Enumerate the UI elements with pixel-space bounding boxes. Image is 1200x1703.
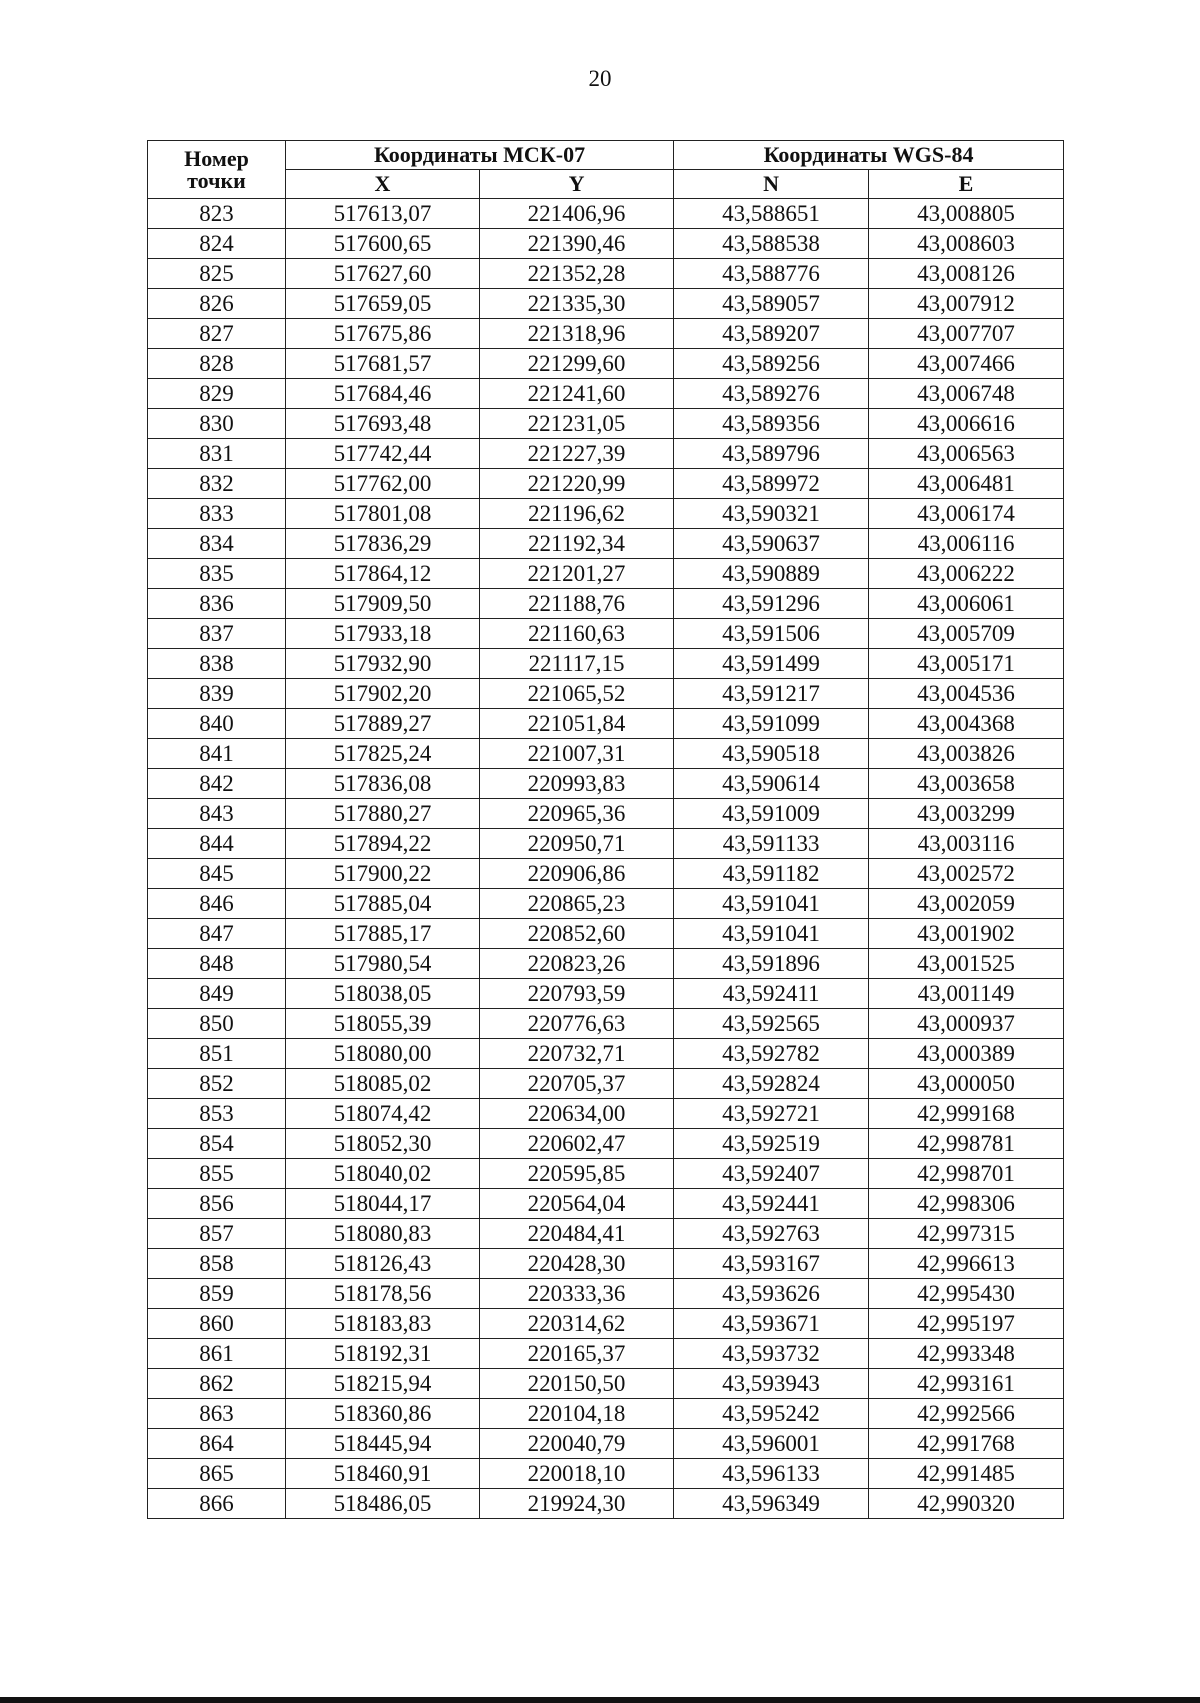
- point-number-cell: 842: [148, 769, 286, 799]
- n-cell: 43,590518: [674, 739, 869, 769]
- table-row: [148, 259, 1064, 289]
- point-number-cell: 858: [148, 1249, 286, 1279]
- n-cell: 43,589972: [674, 469, 869, 499]
- point-number-cell: 847: [148, 919, 286, 949]
- y-cell: 221231,05: [480, 409, 674, 439]
- table-row: [148, 1099, 1064, 1129]
- y-cell: 220104,18: [480, 1399, 674, 1429]
- x-cell: 517864,12: [286, 559, 480, 589]
- n-cell: 43,589057: [674, 289, 869, 319]
- n-cell: 43,592519: [674, 1129, 869, 1159]
- point-number-cell: 865: [148, 1459, 286, 1489]
- y-cell: 220776,63: [480, 1009, 674, 1039]
- point-number-cell: 852: [148, 1069, 286, 1099]
- table-row: [148, 649, 1064, 679]
- point-number-cell: 861: [148, 1339, 286, 1369]
- point-number-cell: 835: [148, 559, 286, 589]
- n-cell: 43,589796: [674, 439, 869, 469]
- e-cell: 42,995430: [869, 1279, 1064, 1309]
- y-cell: 220602,47: [480, 1129, 674, 1159]
- table-row: [148, 949, 1064, 979]
- e-cell: 43,006061: [869, 589, 1064, 619]
- e-cell: 42,998781: [869, 1129, 1064, 1159]
- x-cell: 517889,27: [286, 709, 480, 739]
- y-cell: 220852,60: [480, 919, 674, 949]
- y-cell: 221188,76: [480, 589, 674, 619]
- point-number-cell: 832: [148, 469, 286, 499]
- n-cell: 43,590889: [674, 559, 869, 589]
- y-cell: 221201,27: [480, 559, 674, 589]
- n-cell: 43,593626: [674, 1279, 869, 1309]
- x-cell: 517900,22: [286, 859, 480, 889]
- point-number-cell: 828: [148, 349, 286, 379]
- point-number-header: [148, 141, 286, 199]
- table-row: [148, 319, 1064, 349]
- table-row: [148, 1279, 1064, 1309]
- table-row: [148, 1069, 1064, 1099]
- n-cell: 43,588651: [674, 199, 869, 229]
- e-cell: 42,993161: [869, 1369, 1064, 1399]
- y-cell: 221160,63: [480, 619, 674, 649]
- n-cell: 43,592565: [674, 1009, 869, 1039]
- y-cell: 221220,99: [480, 469, 674, 499]
- point-number-cell: 856: [148, 1189, 286, 1219]
- x-cell: 517885,17: [286, 919, 480, 949]
- n-cell: 43,592411: [674, 979, 869, 1009]
- n-cell: 43,589356: [674, 409, 869, 439]
- point-number-cell: 849: [148, 979, 286, 1009]
- x-cell: 518178,56: [286, 1279, 480, 1309]
- x-cell: 518055,39: [286, 1009, 480, 1039]
- n-cell: 43,591296: [674, 589, 869, 619]
- e-cell: 43,007466: [869, 349, 1064, 379]
- x-cell: 518080,83: [286, 1219, 480, 1249]
- n-cell: 43,591896: [674, 949, 869, 979]
- y-cell: 221390,46: [480, 229, 674, 259]
- table-row: [148, 919, 1064, 949]
- y-cell: 220595,85: [480, 1159, 674, 1189]
- point-number-header-line2: точки: [187, 167, 246, 193]
- table-row: [148, 439, 1064, 469]
- e-cell: 43,005709: [869, 619, 1064, 649]
- n-cell: 43,589207: [674, 319, 869, 349]
- x-cell: 517675,86: [286, 319, 480, 349]
- y-cell: 220993,83: [480, 769, 674, 799]
- table-row: [148, 979, 1064, 1009]
- n-cell: 43,596001: [674, 1429, 869, 1459]
- x-cell: 517894,22: [286, 829, 480, 859]
- point-number-header-line1: Номер: [184, 145, 249, 171]
- table-row: [148, 229, 1064, 259]
- e-cell: 43,004368: [869, 709, 1064, 739]
- y-cell: 220793,59: [480, 979, 674, 1009]
- table-row: [148, 199, 1064, 229]
- point-number-cell: 839: [148, 679, 286, 709]
- n-cell: 43,593943: [674, 1369, 869, 1399]
- point-number-cell: 851: [148, 1039, 286, 1069]
- point-number-cell: 860: [148, 1309, 286, 1339]
- table-row: [148, 1489, 1064, 1519]
- x-cell: 518038,05: [286, 979, 480, 1009]
- msk07-header: Координаты МСК-07: [286, 141, 674, 170]
- y-cell: 220564,04: [480, 1189, 674, 1219]
- n-cell: 43,590321: [674, 499, 869, 529]
- x-cell: 517980,54: [286, 949, 480, 979]
- table-row: [148, 559, 1064, 589]
- e-column-header: E: [869, 170, 1064, 199]
- n-cell: 43,591133: [674, 829, 869, 859]
- y-cell: 220165,37: [480, 1339, 674, 1369]
- e-cell: 43,000937: [869, 1009, 1064, 1039]
- y-cell: 221007,31: [480, 739, 674, 769]
- point-number-cell: 830: [148, 409, 286, 439]
- n-cell: 43,596349: [674, 1489, 869, 1519]
- e-cell: 42,995197: [869, 1309, 1064, 1339]
- y-cell: 220950,71: [480, 829, 674, 859]
- y-cell: 221051,84: [480, 709, 674, 739]
- table-row: [148, 619, 1064, 649]
- table-row: [148, 1249, 1064, 1279]
- table-row: [148, 769, 1064, 799]
- n-cell: 43,591499: [674, 649, 869, 679]
- y-cell: 221241,60: [480, 379, 674, 409]
- point-number-cell: 829: [148, 379, 286, 409]
- e-cell: 42,992566: [869, 1399, 1064, 1429]
- n-cell: 43,596133: [674, 1459, 869, 1489]
- x-cell: 517684,46: [286, 379, 480, 409]
- point-number-cell: 848: [148, 949, 286, 979]
- table-row: [148, 529, 1064, 559]
- table-body: [148, 199, 1064, 1519]
- table-header: [148, 141, 1064, 199]
- e-cell: 43,006222: [869, 559, 1064, 589]
- table-row: [148, 1129, 1064, 1159]
- wgs84-header: Координаты WGS-84: [674, 141, 1064, 170]
- n-cell: 43,595242: [674, 1399, 869, 1429]
- x-cell: 517681,57: [286, 349, 480, 379]
- x-cell: 517909,50: [286, 589, 480, 619]
- page-bottom-edge: [0, 1697, 1200, 1703]
- x-cell: 517932,90: [286, 649, 480, 679]
- y-cell: 221335,30: [480, 289, 674, 319]
- n-cell: 43,591009: [674, 799, 869, 829]
- point-number-cell: 844: [148, 829, 286, 859]
- e-cell: 42,993348: [869, 1339, 1064, 1369]
- y-cell: 220823,26: [480, 949, 674, 979]
- e-cell: 43,007707: [869, 319, 1064, 349]
- x-cell: 518080,00: [286, 1039, 480, 1069]
- n-cell: 43,591099: [674, 709, 869, 739]
- x-cell: 517742,44: [286, 439, 480, 469]
- table-row: [148, 1429, 1064, 1459]
- y-cell: 220018,10: [480, 1459, 674, 1489]
- n-cell: 43,588538: [674, 229, 869, 259]
- x-cell: 517880,27: [286, 799, 480, 829]
- y-cell: 220634,00: [480, 1099, 674, 1129]
- x-cell: 517762,00: [286, 469, 480, 499]
- y-cell: 219924,30: [480, 1489, 674, 1519]
- e-cell: 43,003116: [869, 829, 1064, 859]
- table-row: [148, 1459, 1064, 1489]
- point-number-cell: 864: [148, 1429, 286, 1459]
- x-cell: 518085,02: [286, 1069, 480, 1099]
- table-row: [148, 289, 1064, 319]
- table-row: [148, 469, 1064, 499]
- e-cell: 43,008603: [869, 229, 1064, 259]
- x-cell: 518460,91: [286, 1459, 480, 1489]
- y-cell: 220865,23: [480, 889, 674, 919]
- n-cell: 43,592824: [674, 1069, 869, 1099]
- e-cell: 43,000050: [869, 1069, 1064, 1099]
- x-cell: 517825,24: [286, 739, 480, 769]
- x-column-header: X: [286, 170, 480, 199]
- x-cell: 517885,04: [286, 889, 480, 919]
- y-cell: 221117,15: [480, 649, 674, 679]
- point-number-cell: 850: [148, 1009, 286, 1039]
- e-cell: 43,003299: [869, 799, 1064, 829]
- page-number: 20: [588, 66, 612, 91]
- point-number-cell: 843: [148, 799, 286, 829]
- e-cell: 43,006481: [869, 469, 1064, 499]
- x-cell: 518052,30: [286, 1129, 480, 1159]
- table-row: [148, 799, 1064, 829]
- x-cell: 518183,83: [286, 1309, 480, 1339]
- table-row: [148, 739, 1064, 769]
- n-cell: 43,590637: [674, 529, 869, 559]
- point-number-cell: 833: [148, 499, 286, 529]
- e-cell: 43,007912: [869, 289, 1064, 319]
- y-cell: 221196,62: [480, 499, 674, 529]
- n-cell: 43,592407: [674, 1159, 869, 1189]
- y-cell: 221318,96: [480, 319, 674, 349]
- x-cell: 517600,65: [286, 229, 480, 259]
- point-number-cell: 827: [148, 319, 286, 349]
- point-number-cell: 826: [148, 289, 286, 319]
- n-cell: 43,591041: [674, 889, 869, 919]
- x-cell: 517836,29: [286, 529, 480, 559]
- e-cell: 42,990320: [869, 1489, 1064, 1519]
- y-cell: 220484,41: [480, 1219, 674, 1249]
- e-cell: 43,003826: [869, 739, 1064, 769]
- table-row: [148, 1339, 1064, 1369]
- x-cell: 517627,60: [286, 259, 480, 289]
- e-cell: 43,008805: [869, 199, 1064, 229]
- e-cell: 42,996613: [869, 1249, 1064, 1279]
- x-cell: 518215,94: [286, 1369, 480, 1399]
- x-cell: 518360,86: [286, 1399, 480, 1429]
- y-cell: 220705,37: [480, 1069, 674, 1099]
- x-cell: 517902,20: [286, 679, 480, 709]
- y-cell: 220150,50: [480, 1369, 674, 1399]
- y-cell: 220965,36: [480, 799, 674, 829]
- table-row: [148, 1399, 1064, 1429]
- e-cell: 43,006563: [869, 439, 1064, 469]
- y-cell: 221065,52: [480, 679, 674, 709]
- e-cell: 42,998306: [869, 1189, 1064, 1219]
- x-cell: 517836,08: [286, 769, 480, 799]
- e-cell: 42,991485: [869, 1459, 1064, 1489]
- table-row: [148, 1189, 1064, 1219]
- point-number-cell: 838: [148, 649, 286, 679]
- e-cell: 43,006116: [869, 529, 1064, 559]
- table-row: [148, 1219, 1064, 1249]
- y-cell: 221299,60: [480, 349, 674, 379]
- table-row: [148, 1039, 1064, 1069]
- e-cell: 43,002059: [869, 889, 1064, 919]
- point-number-cell: 862: [148, 1369, 286, 1399]
- n-cell: 43,592763: [674, 1219, 869, 1249]
- e-cell: 43,001902: [869, 919, 1064, 949]
- point-number-cell: 837: [148, 619, 286, 649]
- y-cell: 221352,28: [480, 259, 674, 289]
- n-cell: 43,590614: [674, 769, 869, 799]
- table-row: [148, 829, 1064, 859]
- table-row: [148, 499, 1064, 529]
- x-cell: 517933,18: [286, 619, 480, 649]
- table-row: [148, 1009, 1064, 1039]
- e-cell: 43,006616: [869, 409, 1064, 439]
- e-cell: 43,004536: [869, 679, 1064, 709]
- x-cell: 517659,05: [286, 289, 480, 319]
- y-column-header: Y: [480, 170, 674, 199]
- n-cell: 43,589256: [674, 349, 869, 379]
- table-row: [148, 589, 1064, 619]
- y-cell: 221406,96: [480, 199, 674, 229]
- point-number-cell: 834: [148, 529, 286, 559]
- n-cell: 43,591217: [674, 679, 869, 709]
- n-cell: 43,592782: [674, 1039, 869, 1069]
- y-cell: 220428,30: [480, 1249, 674, 1279]
- table-row: [148, 1309, 1064, 1339]
- y-cell: 220333,36: [480, 1279, 674, 1309]
- table-row: [148, 409, 1064, 439]
- n-cell: 43,588776: [674, 259, 869, 289]
- point-number-cell: 845: [148, 859, 286, 889]
- n-cell: 43,593732: [674, 1339, 869, 1369]
- x-cell: 518486,05: [286, 1489, 480, 1519]
- e-cell: 43,001149: [869, 979, 1064, 1009]
- table-row: [148, 889, 1064, 919]
- x-cell: 518074,42: [286, 1099, 480, 1129]
- y-cell: 220314,62: [480, 1309, 674, 1339]
- e-cell: 43,005171: [869, 649, 1064, 679]
- table-row: [148, 1369, 1064, 1399]
- point-number-cell: 836: [148, 589, 286, 619]
- e-cell: 42,999168: [869, 1099, 1064, 1129]
- e-cell: 43,006748: [869, 379, 1064, 409]
- n-cell: 43,592721: [674, 1099, 869, 1129]
- table-row: [148, 379, 1064, 409]
- x-cell: 518040,02: [286, 1159, 480, 1189]
- point-number-cell: 854: [148, 1129, 286, 1159]
- e-cell: 42,997315: [869, 1219, 1064, 1249]
- e-cell: 43,006174: [869, 499, 1064, 529]
- x-cell: 518044,17: [286, 1189, 480, 1219]
- point-number-cell: 823: [148, 199, 286, 229]
- e-cell: 43,003658: [869, 769, 1064, 799]
- y-cell: 220906,86: [480, 859, 674, 889]
- point-number-cell: 824: [148, 229, 286, 259]
- table-row: [148, 679, 1064, 709]
- point-number-cell: 841: [148, 739, 286, 769]
- point-number-cell: 840: [148, 709, 286, 739]
- x-cell: 518445,94: [286, 1429, 480, 1459]
- table-row: [148, 709, 1064, 739]
- e-cell: 42,991768: [869, 1429, 1064, 1459]
- e-cell: 43,002572: [869, 859, 1064, 889]
- n-cell: 43,592441: [674, 1189, 869, 1219]
- y-cell: 220732,71: [480, 1039, 674, 1069]
- coordinates-table: [147, 140, 1064, 1519]
- x-cell: 518192,31: [286, 1339, 480, 1369]
- e-cell: 43,008126: [869, 259, 1064, 289]
- e-cell: 43,000389: [869, 1039, 1064, 1069]
- y-cell: 221192,34: [480, 529, 674, 559]
- n-column-header: N: [674, 170, 869, 199]
- n-cell: 43,591041: [674, 919, 869, 949]
- x-cell: 517613,07: [286, 199, 480, 229]
- point-number-cell: 855: [148, 1159, 286, 1189]
- table-row: [148, 349, 1064, 379]
- n-cell: 43,591506: [674, 619, 869, 649]
- y-cell: 221227,39: [480, 439, 674, 469]
- point-number-cell: 859: [148, 1279, 286, 1309]
- x-cell: 517801,08: [286, 499, 480, 529]
- x-cell: 517693,48: [286, 409, 480, 439]
- point-number-cell: 863: [148, 1399, 286, 1429]
- table-row: [148, 1159, 1064, 1189]
- n-cell: 43,593671: [674, 1309, 869, 1339]
- point-number-cell: 846: [148, 889, 286, 919]
- point-number-cell: 857: [148, 1219, 286, 1249]
- table-row: [148, 859, 1064, 889]
- point-number-cell: 831: [148, 439, 286, 469]
- n-cell: 43,593167: [674, 1249, 869, 1279]
- n-cell: 43,589276: [674, 379, 869, 409]
- point-number-cell: 853: [148, 1099, 286, 1129]
- x-cell: 518126,43: [286, 1249, 480, 1279]
- point-number-cell: 825: [148, 259, 286, 289]
- point-number-cell: 866: [148, 1489, 286, 1519]
- e-cell: 43,001525: [869, 949, 1064, 979]
- y-cell: 220040,79: [480, 1429, 674, 1459]
- n-cell: 43,591182: [674, 859, 869, 889]
- e-cell: 42,998701: [869, 1159, 1064, 1189]
